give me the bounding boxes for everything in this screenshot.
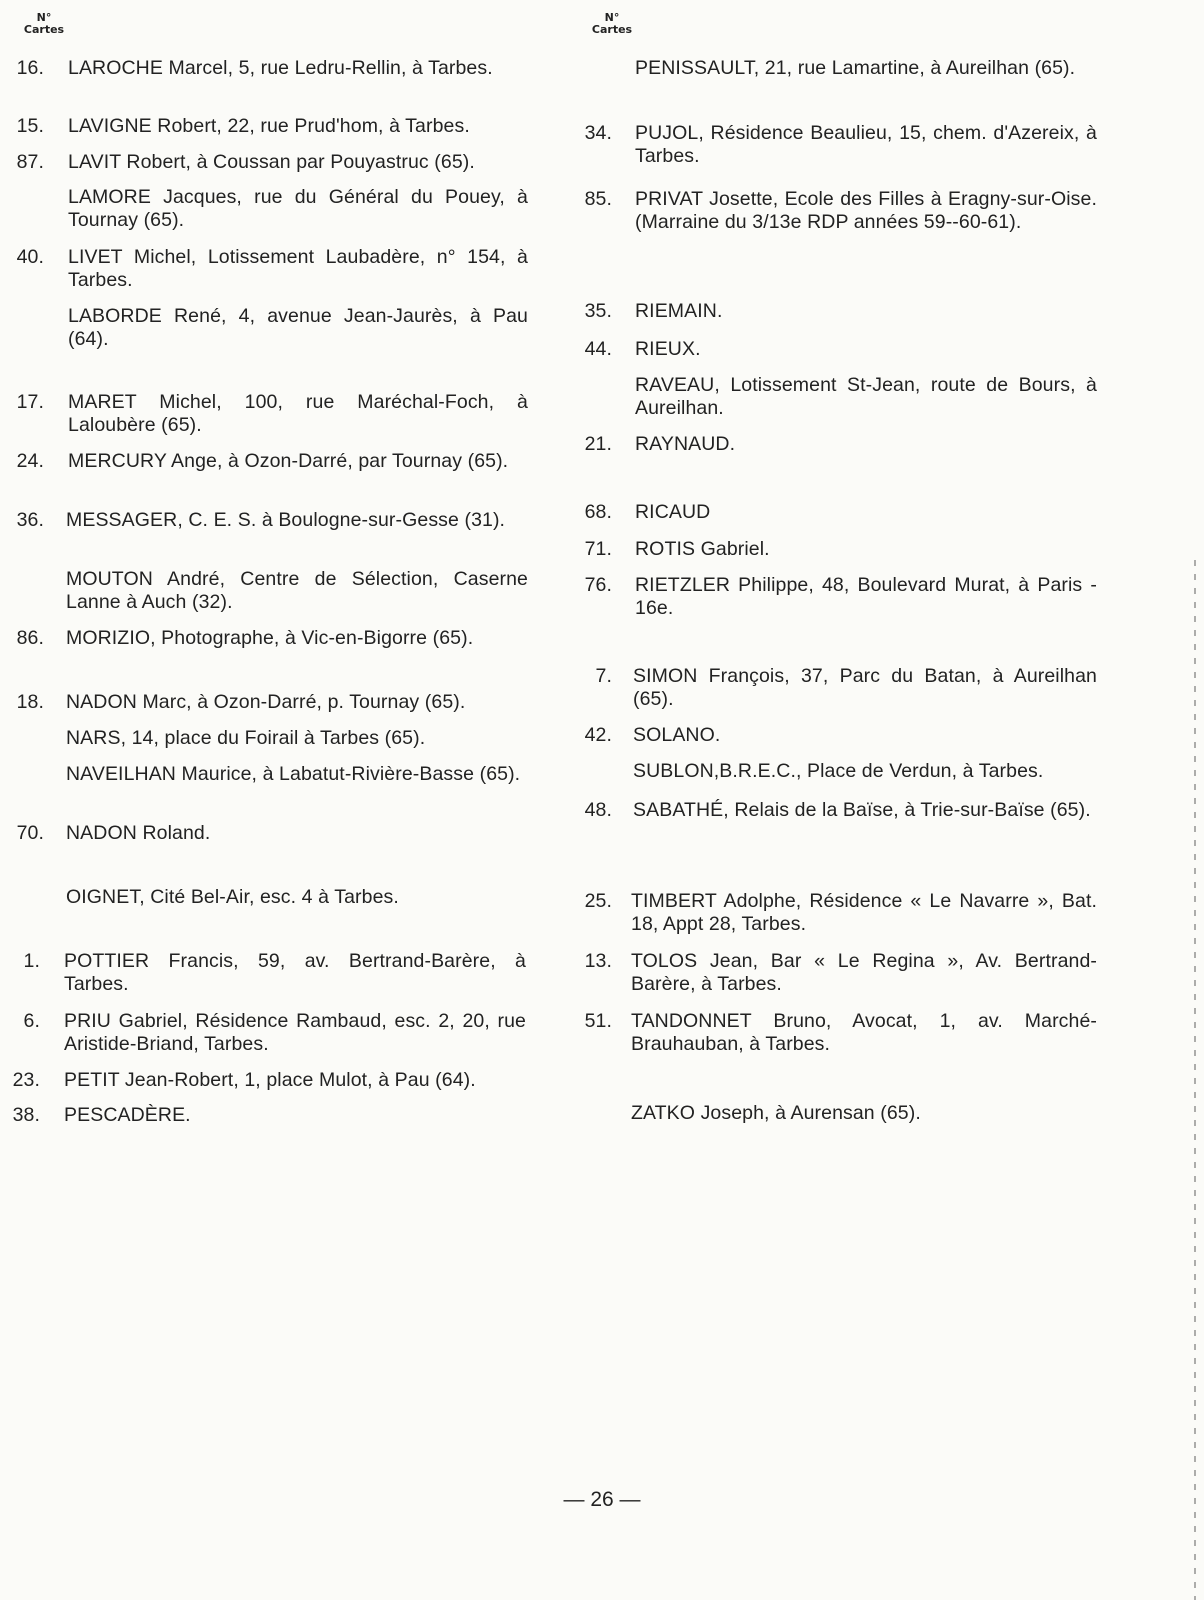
entry-text: MARET Michel, 100, rue Maréchal-Foch, à Laloubère (65). (68, 391, 528, 436)
entry-text: PRIU Gabriel, Résidence Rambaud, esc. 2, 20, rue Aristide-Briand, Tarbes. (64, 1010, 526, 1055)
entry-text: RIETZLER Philippe, 48, Boulevard Murat, à Paris - 16e. (635, 574, 1097, 619)
entry-text: RIEUX. (635, 338, 701, 360)
entry-text: NARS, 14, place du Foirail à Tarbes (65). (66, 727, 426, 749)
card-number: 17. (16, 391, 44, 413)
entry-text: LIVET Michel, Lotissement Laubadère, n° 154, à Tarbes. (68, 246, 528, 291)
card-number: 7. (595, 665, 612, 687)
card-number: 76. (584, 574, 612, 596)
card-number: 51. (584, 1010, 612, 1032)
card-number: 40. (16, 246, 44, 268)
card-number: 86. (16, 627, 44, 649)
entry-text: LABORDE René, 4, avenue Jean-Jaurès, à Pau (64). (68, 305, 528, 350)
entry-text: RIEMAIN. (635, 300, 723, 322)
entry-text: MOUTON André, Centre de Sélection, Caserne Lanne à Auch (32). (66, 568, 528, 613)
card-number: 34. (584, 122, 612, 144)
no-label: N° (36, 11, 52, 24)
card-number: 24. (16, 450, 44, 472)
entry-text: PUJOL, Résidence Beaulieu, 15, chem. d'Azereix, à Tarbes. (635, 122, 1097, 167)
entry-text: NADON Marc, à Ozon-Darré, p. Tournay (65). (66, 691, 466, 713)
entry-text: PRIVAT Josette, Ecole des Filles à Eragny-sur-Oise. (Marraine du 3/13e RDP années 59--60-61). (635, 188, 1097, 233)
card-number: 36. (16, 509, 44, 531)
card-number: 16. (16, 57, 44, 79)
entry-text: TIMBERT Adolphe, Résidence « Le Navarre », Bat. 18, Appt 28, Tarbes. (631, 890, 1097, 935)
card-number: 21. (584, 433, 612, 455)
cartes-label: Cartes (23, 23, 65, 36)
card-number: 85. (584, 188, 612, 210)
entry-text: PESCADÈRE. (64, 1104, 191, 1126)
entry-text: SUBLON,B.R.E.C., Place de Verdun, à Tarbes. (633, 760, 1044, 782)
entry-text: TANDONNET Bruno, Avocat, 1, av. Marché-Brauhauban, à Tarbes. (631, 1010, 1097, 1055)
card-number: 71. (584, 538, 612, 560)
card-number: 38. (12, 1104, 40, 1126)
card-number: 15. (16, 115, 44, 137)
card-number: 1. (23, 950, 40, 972)
entry-text: SIMON François, 37, Parc du Batan, à Aureilhan (65). (633, 665, 1097, 710)
entry-text: ROTIS Gabriel. (635, 538, 770, 560)
entry-text: PETIT Jean-Robert, 1, place Mulot, à Pau (64). (64, 1069, 476, 1091)
entry-text: NAVEILHAN Maurice, à Labatut-Rivière-Basse (65). (66, 763, 521, 785)
card-number: 18. (16, 691, 44, 713)
cartes-label: Cartes (591, 23, 633, 36)
entry-text: LAVIT Robert, à Coussan par Pouyastruc (65). (68, 151, 475, 173)
card-number: 70. (16, 822, 44, 844)
page-number: — 26 — (563, 1488, 641, 1511)
card-number: 6. (23, 1010, 40, 1032)
page-edge-mark (1194, 560, 1196, 1600)
entry-text: RAYNAUD. (635, 433, 736, 455)
right-column-header (582, 12, 642, 36)
card-number: 87. (16, 151, 44, 173)
card-number: 68. (584, 501, 612, 523)
entry-text: POTTIER Francis, 59, av. Bertrand-Barère, à Tarbes. (64, 950, 526, 995)
no-label: N° (604, 11, 620, 24)
card-number: 25. (584, 890, 612, 912)
card-number: 42. (584, 724, 612, 746)
entry-text: ZATKO Joseph, à Aurensan (65). (631, 1102, 921, 1124)
card-number: 35. (584, 300, 612, 322)
left-column-header (14, 12, 74, 36)
entry-text: PENISSAULT, 21, rue Lamartine, à Aureilhan (65). (635, 57, 1076, 79)
card-number: 13. (584, 950, 612, 972)
card-number: 48. (584, 799, 612, 821)
entry-text: RICAUD (635, 501, 711, 523)
entry-text: SABATHÉ, Relais de la Baïse, à Trie-sur-Baïse (65). (633, 799, 1091, 821)
card-number: 44. (584, 338, 612, 360)
entry-text: MESSAGER, C. E. S. à Boulogne-sur-Gesse (31). (66, 509, 506, 531)
entry-text: LAROCHE Marcel, 5, rue Ledru-Rellin, à Tarbes. (68, 57, 493, 79)
entry-text: NADON Roland. (66, 822, 211, 844)
card-number: 23. (12, 1069, 40, 1091)
entry-text: SOLANO. (633, 724, 721, 746)
entry-text: TOLOS Jean, Bar « Le Regina », Av. Bertrand-Barère, à Tarbes. (631, 950, 1097, 995)
entry-text: RAVEAU, Lotissement St-Jean, route de Bours, à Aureilhan. (635, 374, 1097, 419)
entry-text: LAVIGNE Robert, 22, rue Prud'hom, à Tarbes. (68, 115, 470, 137)
entry-text: MERCURY Ange, à Ozon-Darré, par Tournay (65). (68, 450, 509, 472)
entry-text: OIGNET, Cité Bel-Air, esc. 4 à Tarbes. (66, 886, 399, 908)
entry-text: LAMORE Jacques, rue du Général du Pouey, à Tournay (65). (68, 186, 528, 231)
entry-text: MORIZIO, Photographe, à Vic-en-Bigorre (65). (66, 627, 474, 649)
